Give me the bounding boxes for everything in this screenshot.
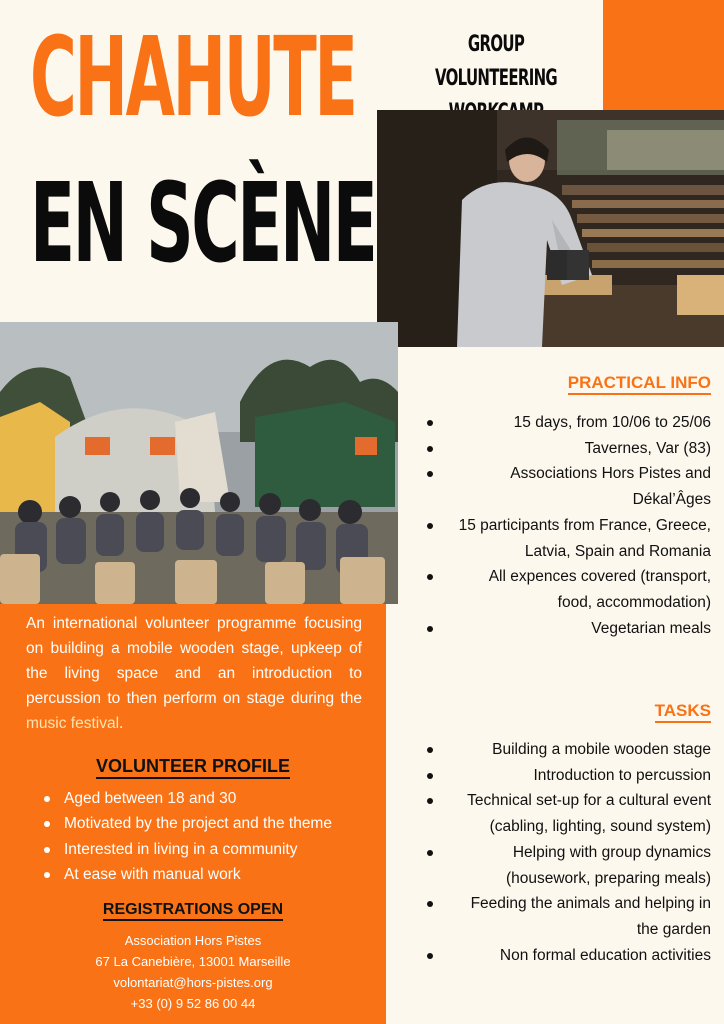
contact-address: 67 La Canebière, 13001 Marseille <box>95 954 291 969</box>
list-item: Aged between 18 and 30 <box>44 786 332 811</box>
list-item: 15 days, from 10/06 to 25/06 <box>425 410 711 436</box>
tasks-list <box>425 737 711 968</box>
volunteer-profile-list <box>44 786 332 887</box>
list-item: Non formal education activities <box>425 943 711 969</box>
list-item: Building a mobile wooden stage <box>425 737 711 763</box>
list-item: Tavernes, Var (83) <box>425 436 711 462</box>
workshop-photo <box>377 110 724 347</box>
list-item: All expences covered (transport, food, accommodation) <box>425 564 711 615</box>
list-item: 15 participants from France, Greece, Latvia, Spain and Romania <box>425 513 711 564</box>
volunteer-profile-heading <box>0 756 386 777</box>
contact-phone[interactable]: +33 (0) 9 52 86 00 44 <box>130 996 256 1011</box>
list-item: Feeding the animals and helping in the garden <box>425 891 711 942</box>
intro-text: An international volunteer programme focusing on building a mobile wooden stage, upkeep of the living space and an introduction to percussion to then perform on stage during the <box>26 615 362 707</box>
intro-highlight: music festival <box>26 715 120 732</box>
tasks-title: TASKS <box>655 701 711 723</box>
practical-info-list <box>425 410 711 641</box>
orange-corner-block <box>603 0 724 121</box>
list-item: Introduction to percussion <box>425 763 711 789</box>
list-item: Helping with group dynamics (housework, preparing meals) <box>425 840 711 891</box>
title-line-1: CHAHUTE <box>30 13 356 141</box>
kicker-line-1: GROUP VOLUNTEERING <box>434 32 558 91</box>
intro-end: . <box>119 715 124 732</box>
practical-info-heading <box>568 373 711 393</box>
list-item: Interested in living in a community <box>44 837 332 862</box>
registrations-heading <box>0 901 386 919</box>
list-item: Technical set-up for a cultural event (cabling, lighting, sound system) <box>425 788 711 839</box>
contact-block <box>0 930 386 1014</box>
tasks-heading <box>655 701 711 721</box>
list-item: Vegetarian meals <box>425 616 711 642</box>
contact-email[interactable]: volontariat@hors-pistes.org <box>113 975 273 990</box>
contact-organisation: Association Hors Pistes <box>124 933 262 948</box>
intro-paragraph <box>26 611 362 736</box>
list-item: At ease with manual work <box>44 862 332 887</box>
registrations-title: REGISTRATIONS OPEN <box>103 901 283 921</box>
list-item: Motivated by the project and the theme <box>44 811 332 836</box>
list-item: Associations Hors Pistes and Dékal’Âges <box>425 461 711 512</box>
camp-photo <box>0 322 398 604</box>
volunteer-profile-title: VOLUNTEER PROFILE <box>96 756 290 779</box>
title-line-2: EN SCÈNE <box>30 159 376 287</box>
practical-info-title: PRACTICAL INFO <box>568 373 711 395</box>
